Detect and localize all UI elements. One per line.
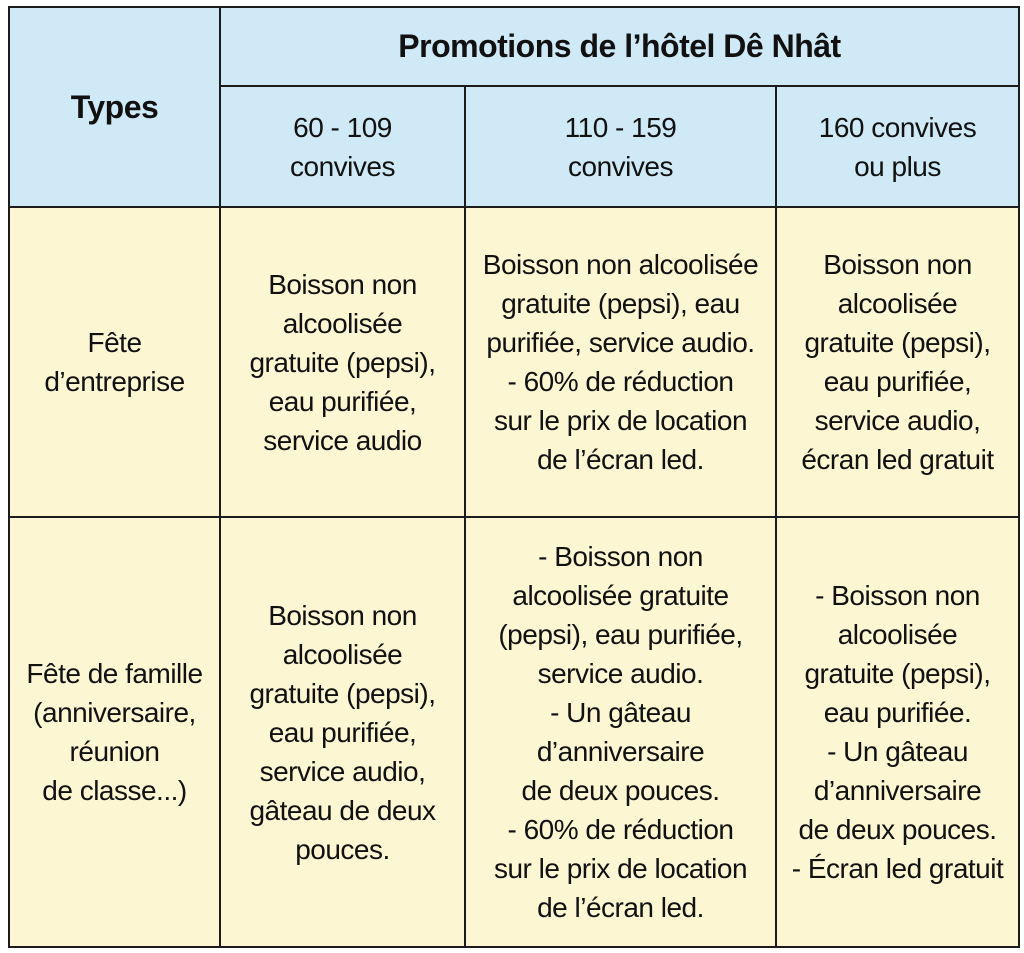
table-title — [220, 7, 1019, 86]
cell-text: Boisson non alcoolisée gratuite (pepsi), eau purifiée, service audio — [249, 268, 436, 456]
table-cell — [776, 207, 1019, 517]
types-header — [9, 7, 220, 207]
column-header-label: 60 - 109 convives — [290, 111, 395, 182]
table-title-text: Promotions de l’hôtel Dê Nhât — [398, 28, 841, 64]
cell-text: - Boisson non alcoolisée gratuite (pepsi), eau purifiée, service audio. - Un gâteau d’anniversaire de deux pouces. - 60% de réduction sur le prix de location de l’écran led. — [493, 541, 748, 923]
table-cell — [465, 517, 776, 947]
table-cell — [220, 207, 465, 517]
column-header-160-plus — [776, 86, 1019, 207]
table-cell — [465, 207, 776, 517]
cell-text: Boisson non alcoolisée gratuite (pepsi), eau purifiée, service audio, écran led gratuit — [801, 249, 994, 475]
cell-text: Boisson non alcoolisée gratuite (pepsi), eau purifiée, service audio. - 60% de réduction sur le prix de location de l’écran led. — [482, 249, 759, 475]
column-header-60-109 — [220, 86, 465, 207]
column-header-label: 110 - 159 convives — [564, 111, 677, 182]
cell-text: Boisson non alcoolisée gratuite (pepsi), eau purifiée, service audio, gâteau de deux pouces. — [249, 599, 436, 865]
row-type-label: Fête d’entreprise — [44, 327, 185, 397]
row-type-corporate — [9, 207, 220, 517]
table-row — [9, 517, 1019, 947]
table-cell — [220, 517, 465, 947]
column-header-label: 160 convives ou plus — [818, 111, 977, 182]
row-type-family — [9, 517, 220, 947]
types-header-label: Types — [70, 88, 159, 125]
cell-text: - Boisson non alcoolisée gratuite (pepsi), eau purifiée. - Un gâteau d’anniversaire de deux pouces. - Écran led gratuit — [791, 580, 1004, 884]
column-header-110-159 — [465, 86, 776, 207]
promotions-table — [8, 6, 1020, 948]
table-cell — [776, 517, 1019, 947]
row-type-label: Fête de famille (anniversaire, réunion de classe...) — [26, 658, 203, 806]
table-row — [9, 207, 1019, 517]
